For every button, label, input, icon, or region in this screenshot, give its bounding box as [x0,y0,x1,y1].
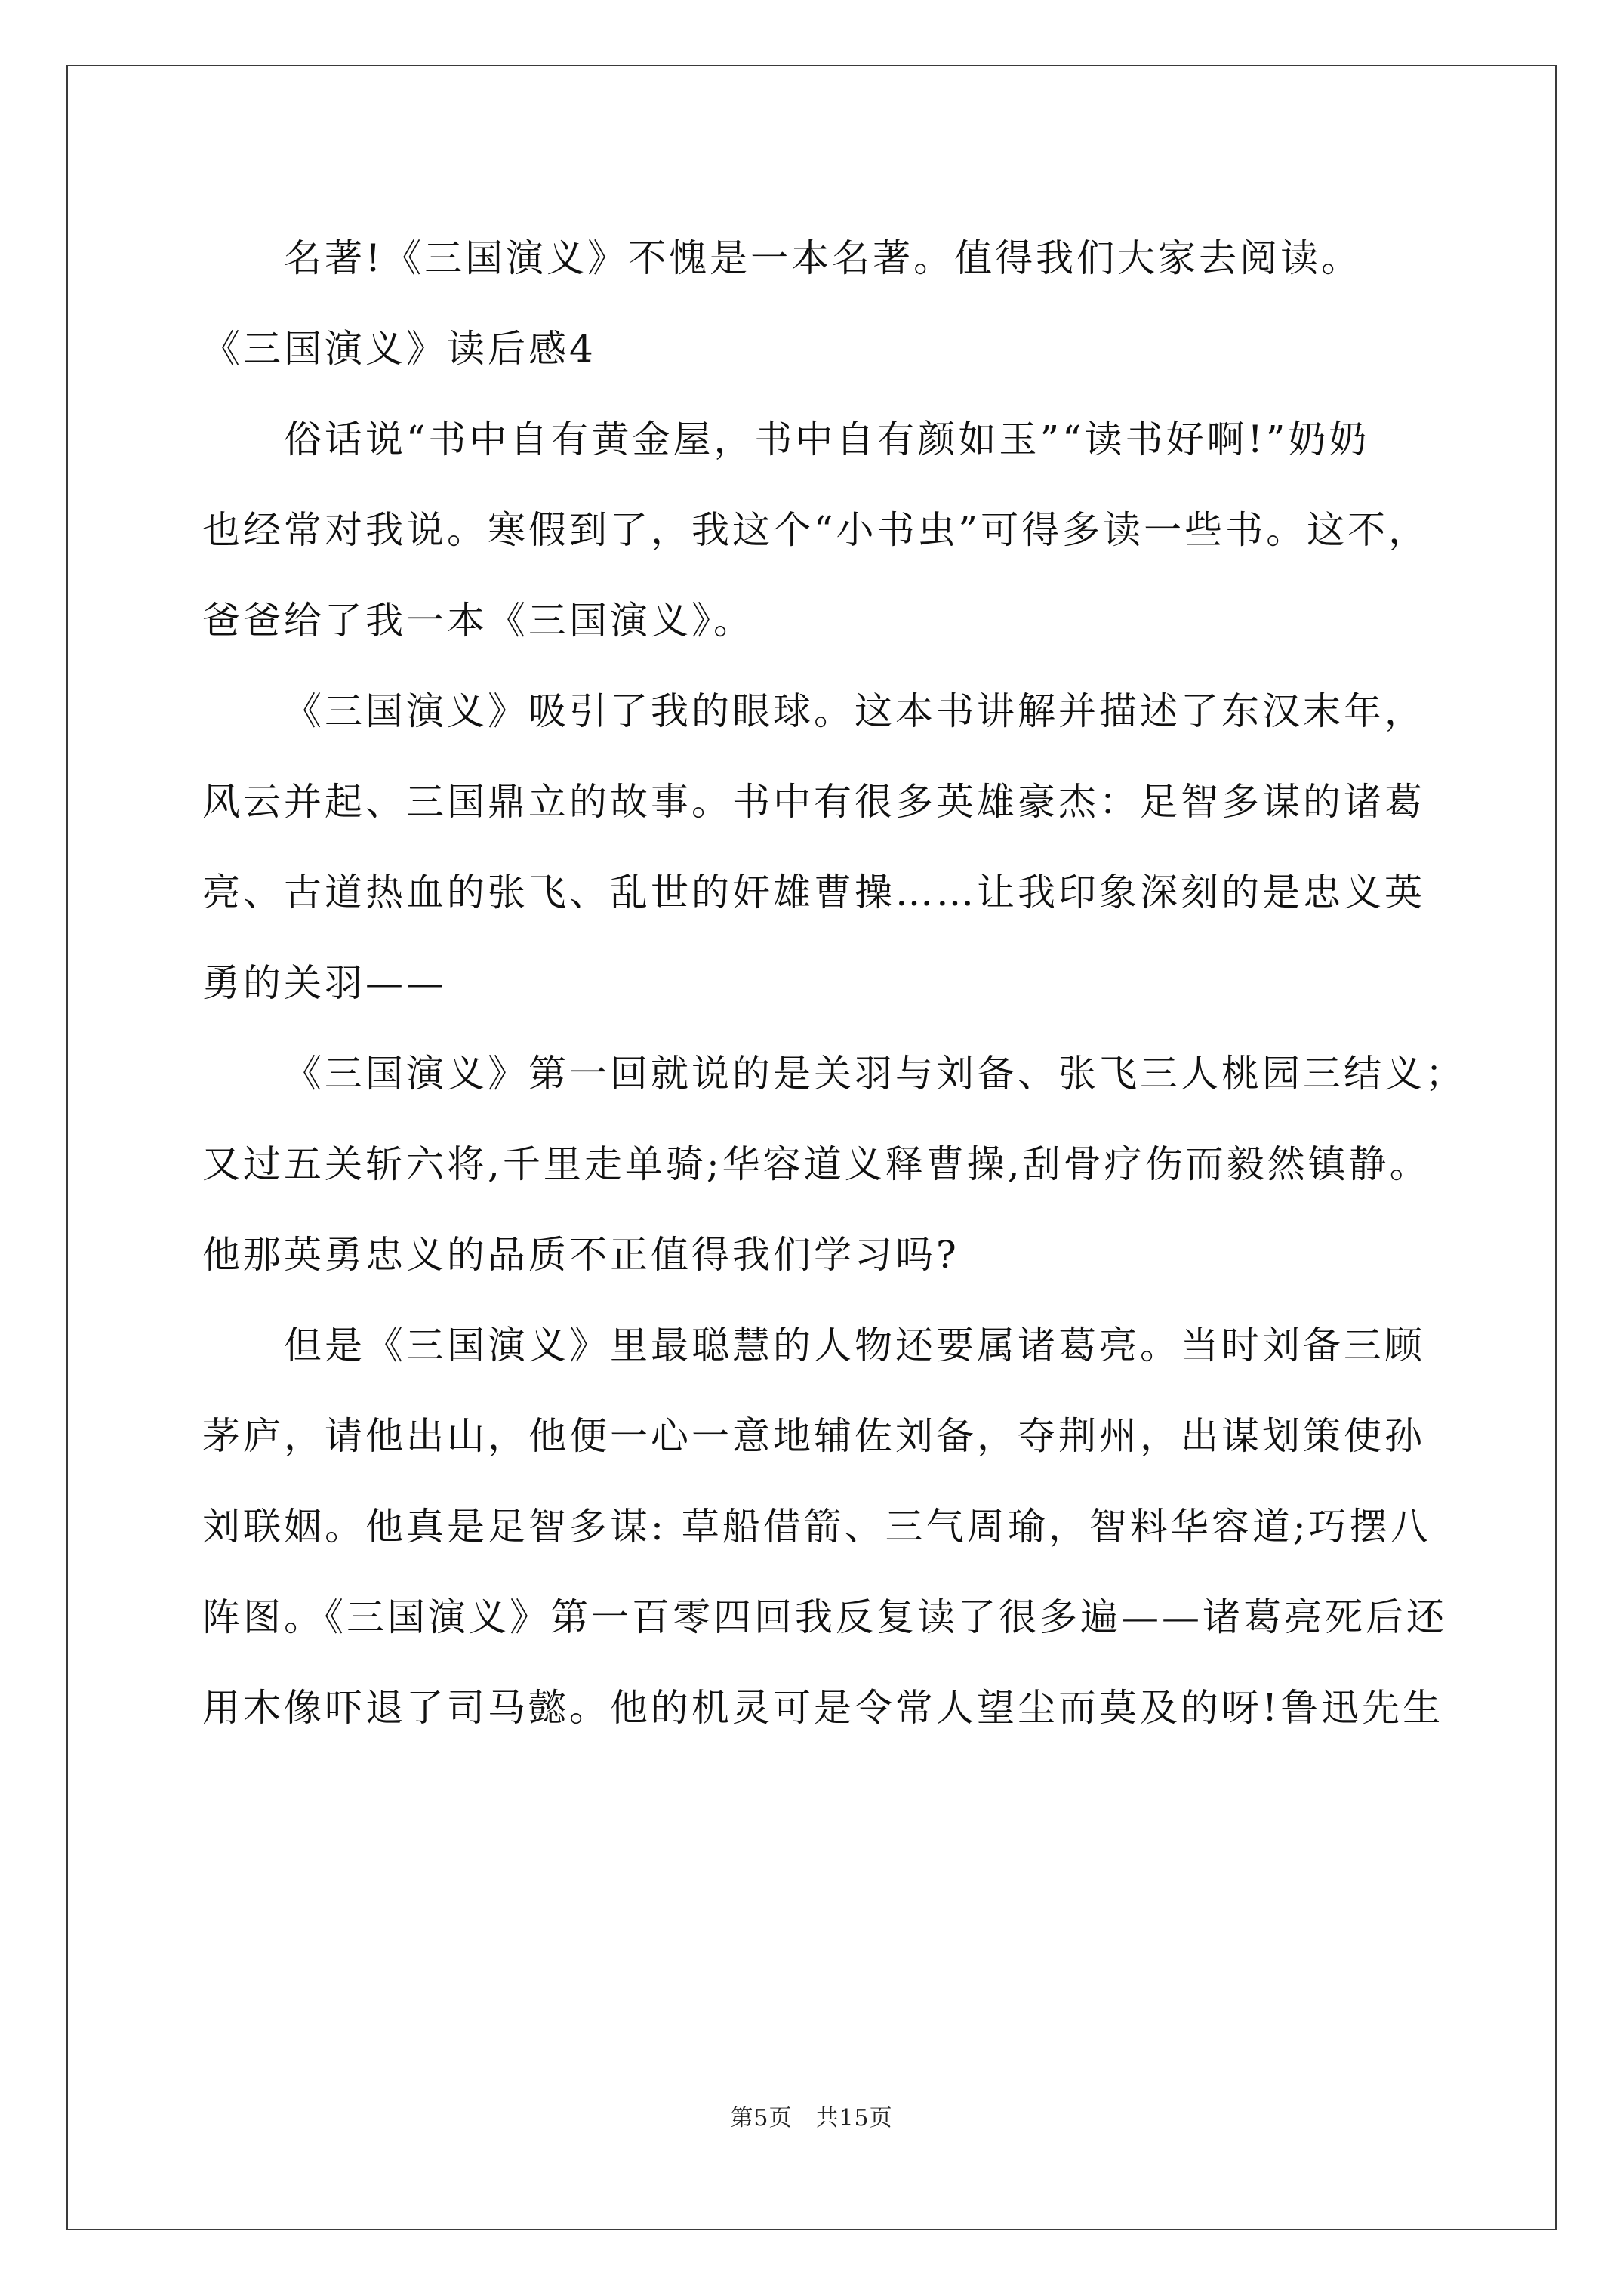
text-line: 《三国演义》吸引了我的眼球。这本书讲解并描述了东汉末年， [284,689,1425,733]
text-line: 但是《三国演义》里最聪慧的人物还要属诸葛亮。当时刘备三顾 [284,1324,1425,1367]
page-number-footer: 第5页 共15页 [730,2105,893,2131]
text-line: 也经常对我说。寒假到了，我这个“小书虫”可得多读一些书。这不， [202,508,1430,552]
text-line: 爸爸给了我一本《三国演义》。 [202,599,754,643]
text-line: 刘联姻。他真是足智多谋: 草船借箭、三气周瑜，智料华容道;巧摆八 [202,1505,1431,1549]
text-line: 茅庐，请他出山，他便一心一意地辅佐刘备，夺荆州，出谋划策使孙 [202,1414,1425,1458]
section-heading: 《三国演义》读后感4 [202,327,596,371]
text-line: 名著!《三国演义》不愧是一本名著。值得我们大家去阅读。 [284,236,1363,280]
text-line: 他那英勇忠义的品质不正值得我们学习吗? [202,1233,959,1277]
document-body [202,213,1466,1753]
text-line: 风云并起、三国鼎立的故事。书中有很多英雄豪杰：足智多谋的诸葛 [202,780,1425,824]
text-line: 《三国演义》第一回就说的是关羽与刘备、张飞三人桃园三结义； [284,1052,1466,1096]
text-line: 亮、古道热血的张飞、乱世的奸雄曹操……让我印象深刻的是忠义英 [202,871,1425,914]
text-line: 俗话说“书中自有黄金屋，书中自有颜如玉”“读书好啊!”奶奶 [284,418,1370,461]
text-line: 勇的关羽—— [202,961,447,1005]
text-line: 阵图。《三国演义》第一百零四回我反复读了很多遍——诸葛亮死后还 [202,1595,1447,1639]
text-line: 用木像吓退了司马懿。他的机灵可是令常人望尘而莫及的呀!鲁迅先生 [202,1686,1444,1730]
text-line: 又过五关斩六将,千里走单骑;华容道义释曹操,刮骨疗伤而毅然镇静。 [202,1142,1431,1186]
